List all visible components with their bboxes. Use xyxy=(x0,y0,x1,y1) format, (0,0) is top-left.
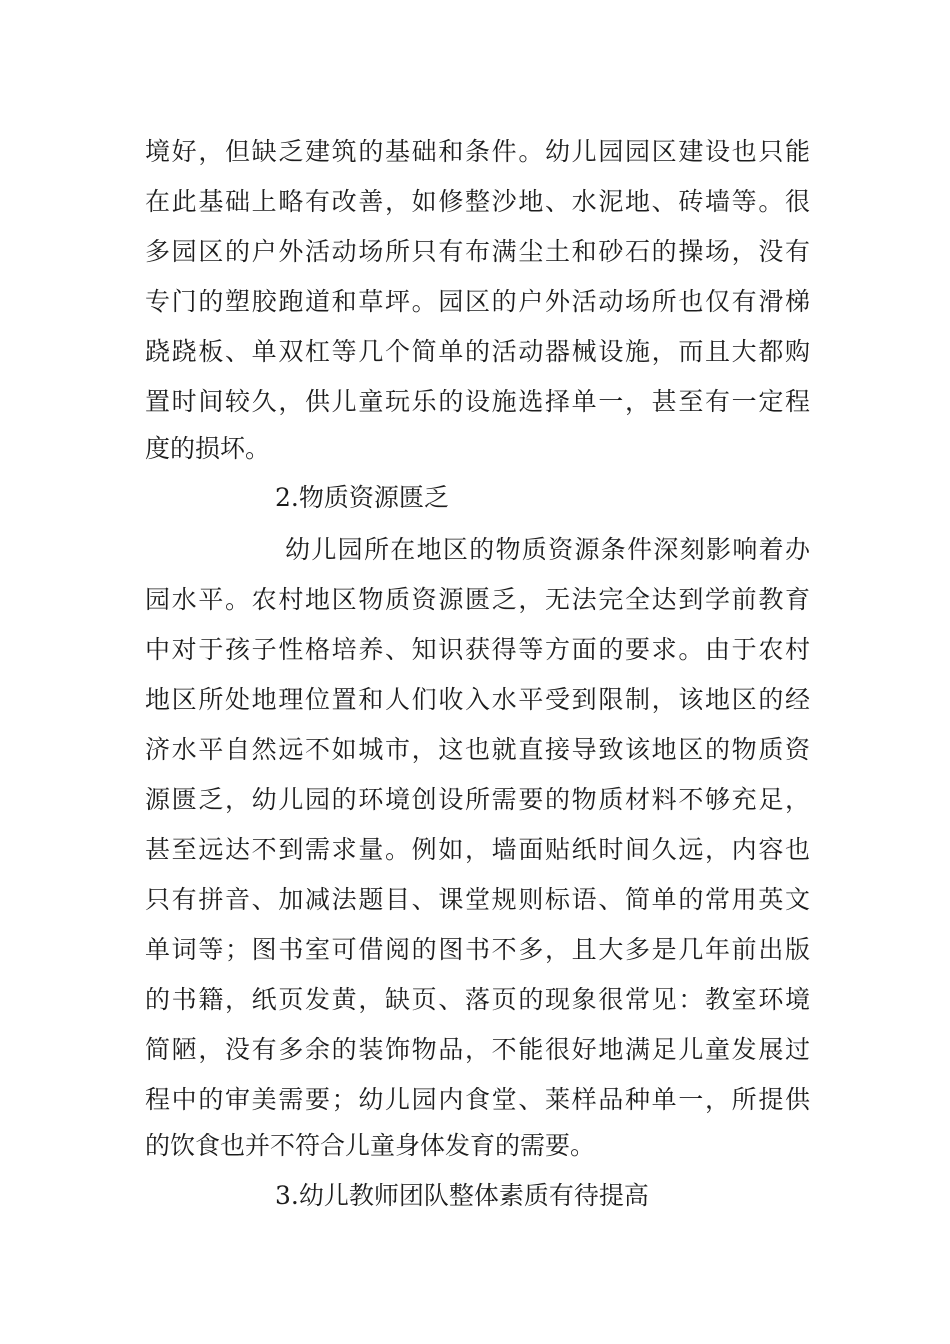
paragraph-2-line-8: 只有拼音、加减法题目、课堂规则标语、简单的常用英文 xyxy=(145,885,810,914)
section-heading-2: 2.物质资源匮乏 xyxy=(275,483,449,512)
paragraph-2-line-3: 中对于孩子性格培养、知识获得等方面的要求。由于农村 xyxy=(145,635,810,664)
paragraph-1-line-4: 专门的塑胶跑道和草坪。园区的户外活动场所也仅有滑梯 xyxy=(145,287,810,316)
paragraph-2-line-1: 幼儿园所在地区的物质资源条件深刻影响着办 xyxy=(285,535,810,564)
paragraph-1-line-6: 置时间较久，供儿童玩乐的设施选择单一，甚至有一定程 xyxy=(145,387,810,416)
paragraph-2-line-11: 简陋，没有多余的装饰物品，不能很好地满足儿童发展过 xyxy=(145,1035,810,1064)
paragraph-2-line-4: 地区所处地理位置和人们收入水平受到限制，该地区的经 xyxy=(145,685,810,714)
paragraph-1-line-3: 多园区的户外活动场所只有布满尘土和砂石的操场，没有 xyxy=(145,237,810,266)
paragraph-2-line-5: 济水平自然远不如城市，这也就直接导致该地区的物质资 xyxy=(145,735,810,764)
paragraph-1-line-7: 度的损坏。 xyxy=(145,434,271,463)
section-heading-3: 3.幼儿教师团队整体素质有待提高 xyxy=(275,1181,649,1210)
paragraph-1-line-2: 在此基础上略有改善，如修整沙地、水泥地、砖墙等。很 xyxy=(145,187,810,216)
paragraph-2-line-7: 甚至远达不到需求量。例如，墙面贴纸时间久远，内容也 xyxy=(145,835,810,864)
paragraph-2-line-10: 的书籍，纸页发黄，缺页、落页的现象很常见：教室环境 xyxy=(145,985,810,1014)
paragraph-2-line-9: 单词等；图书室可借阅的图书不多，且大多是几年前出版 xyxy=(145,935,810,964)
paragraph-2-line-2: 园水平。农村地区物质资源匮乏，无法完全达到学前教育 xyxy=(145,585,810,614)
paragraph-2-line-6: 源匮乏，幼儿园的环境创设所需要的物质材料不够充足， xyxy=(145,785,810,814)
paragraph-2-line-13: 的饮食也并不符合儿童身体发育的需要。 xyxy=(145,1131,596,1160)
paragraph-2-line-12: 程中的审美需要；幼儿园内食堂、莱样品种单一，所提供 xyxy=(145,1085,810,1114)
paragraph-1-line-5: 跷跷板、单双杠等几个简单的活动器械设施，而且大都购 xyxy=(145,337,810,366)
paragraph-1-line-1: 境好，但缺乏建筑的基础和条件。幼儿园园区建设也只能 xyxy=(145,137,810,166)
